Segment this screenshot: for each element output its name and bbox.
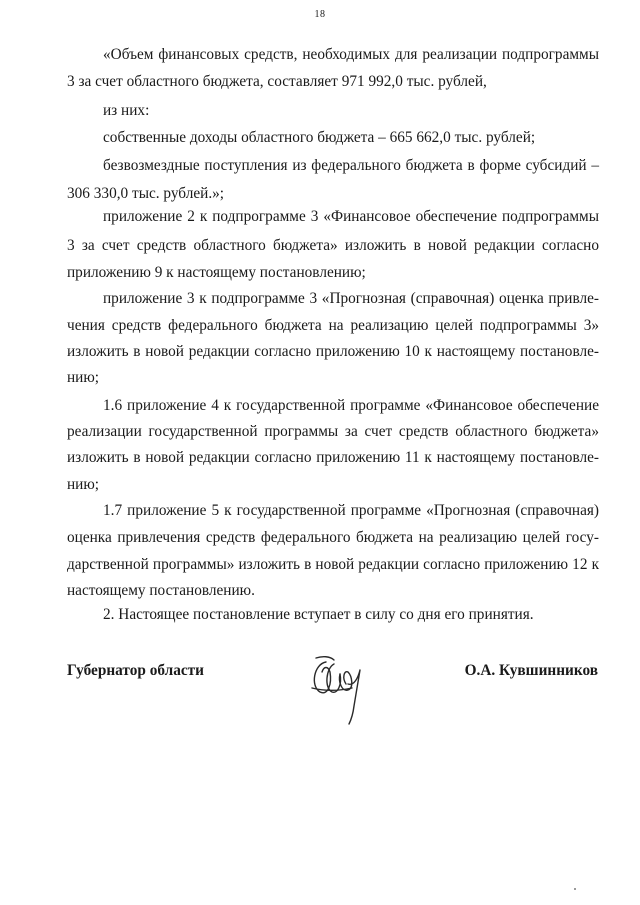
signatory-name: О.А. Кувшинников xyxy=(464,662,598,679)
signatory-position: Губернатор области xyxy=(67,662,204,679)
body-text-line: приложение 2 к подпрограмме 3 «Финансовое обеспечение подпрограммы xyxy=(103,208,599,225)
body-text-line: 3 за счет средств областного бюджета» изложить в новой редакции согласно xyxy=(67,237,599,254)
body-text-line: 306 330,0 тыс. рублей.»; xyxy=(67,185,225,202)
body-text-line: безвозмездные поступления из федерального бюджета в форме субсидий – xyxy=(103,157,599,174)
handwritten-signature xyxy=(304,648,374,728)
body-text-line: нию; xyxy=(67,369,100,386)
body-text-line: оценка привлечения средств федерального бюджета на реализацию целей госу- xyxy=(67,529,599,546)
body-text-line: собственные доходы областного бюджета – 665 662,0 тыс. рублей; xyxy=(103,129,536,146)
scan-speck xyxy=(574,888,576,890)
body-text-line: из них: xyxy=(103,102,150,119)
body-text-line: чения средств федерального бюджета на реализацию целей подпрограммы 3» xyxy=(67,317,599,334)
body-text-line: 1.6 приложение 4 к государственной программе «Финансовое обеспечение xyxy=(103,397,599,414)
body-text-line: приложению 9 к настоящему постановлению; xyxy=(67,264,366,281)
body-text-line: настоящему постановлению. xyxy=(67,582,255,599)
signature-block xyxy=(0,648,640,728)
body-text-line: 2. Настоящее постановление вступает в силу со дня его принятия. xyxy=(103,606,534,623)
body-text-line: изложить в новой редакции согласно приложению 10 к настоящему постановле- xyxy=(67,343,599,360)
body-text-line: реализации государственной программы за счет средств областного бюджета» xyxy=(67,423,599,440)
body-text-line: дарственной программы» изложить в новой редакции согласно приложению 12 к xyxy=(67,556,599,573)
body-text-line: 3 за счет областного бюджета, составляет 971 992,0 тыс. рублей, xyxy=(67,73,487,90)
body-text-line: нию; xyxy=(67,476,100,493)
body-text-line: изложить в новой редакции согласно приложению 11 к настоящему постановле- xyxy=(67,449,599,466)
body-text-line: «Объем финансовых средств, необходимых для реализации подпрограммы xyxy=(103,46,599,63)
body-text-line: приложение 3 к подпрограмме 3 «Прогнозная (справочная) оценка привле- xyxy=(103,290,599,307)
body-text-line: 1.7 приложение 5 к государственной программе «Прогнозная (справочная) xyxy=(103,502,599,519)
page-number: 18 xyxy=(314,9,326,20)
